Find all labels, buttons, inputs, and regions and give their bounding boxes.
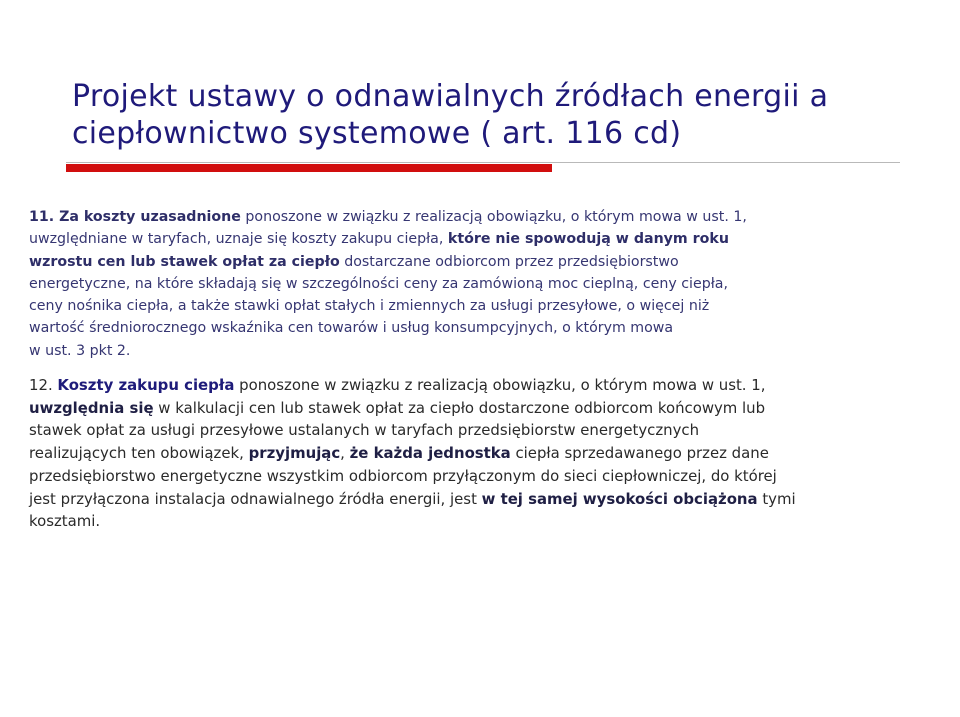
paragraph-12-text-4b: , (340, 444, 350, 463)
paragraph-12-text-2: w kalkulacji cen lub stawek opłat za ciepło dostarczone odbiorcom końcowym lub (153, 398, 766, 417)
paragraph-11-emphasis-3: wzrostu cen lub stawek opłat za ciepło (29, 253, 340, 270)
paragraph-11-line-2 (29, 228, 941, 250)
paragraph-12-line-7: kosztami. (29, 512, 101, 531)
paragraph-11-line-6: wartość średniorocznego wskaźnika cen towarów i usług konsumpcyjnych, o którym mowa (29, 320, 674, 337)
paragraph-12-line-6 (29, 488, 941, 511)
slide-title (72, 78, 932, 152)
paragraph-12-text-1: ponoszone w związku z realizacją obowiązku, o którym mowa w ust. 1, (234, 376, 766, 394)
paragraph-12-text-6b: tymi (757, 489, 796, 508)
paragraph-11-text-2: uwzględniane w taryfach, uznaje się koszty zakupu ciepła, (29, 231, 448, 248)
paragraph-12-text-4a: realizujących ten obowiązek, (29, 444, 249, 463)
paragraph-12 (29, 374, 941, 533)
paragraph-12-emphasis-1: Koszty zakupu ciepła (57, 376, 235, 394)
paragraph-11-line-5: ceny nośnika ciepła, a także stawki opłat stałych i zmiennych za usługi przesyłowe, o więcej niż (29, 298, 710, 315)
slide-title-line-2: ciepłownictwo systemowe ( art. 116 cd) (72, 116, 682, 151)
slide-title-line-1: Projekt ustawy o odnawialnych źródłach energii a (72, 79, 829, 114)
title-divider-line (66, 162, 900, 163)
paragraph-11-text-3: dostarczane odbiorcom przez przedsiębiorstwo (339, 253, 679, 270)
paragraph-12-line-5: przedsiębiorstwo energetyczne wszystkim odbiorcom przyłączonym do sieci ciepłowniczej, do której (29, 466, 777, 485)
paragraph-12-number: 12. (29, 376, 58, 394)
paragraph-11-text-1: ponoszone w związku z realizacją obowiązku, o którym mowa w ust. 1, (240, 209, 747, 225)
title-accent-bar (66, 164, 552, 172)
paragraph-11-line-1 (29, 206, 941, 228)
paragraph-12-emphasis-5: w tej samej wysokości obciążona (481, 489, 758, 508)
paragraph-12-emphasis-3: przyjmując (248, 444, 341, 463)
paragraph-12-emphasis-4: że każda jednostka (349, 444, 511, 463)
paragraph-12-emphasis-2: uwzględnia się (29, 398, 154, 417)
paragraph-11-line-3 (29, 251, 941, 273)
paragraph-12-line-2 (29, 397, 941, 420)
paragraph-11-line-7: w ust. 3 pkt 2. (29, 342, 131, 359)
paragraph-11-emphasis-2: które nie spowodują w danym roku (447, 231, 729, 248)
paragraph-12-text-6a: jest przyłączona instalacja odnawialnego źródła energii, jest (29, 489, 482, 508)
paragraph-12-line-4 (29, 442, 941, 465)
paragraph-11 (29, 206, 941, 362)
paragraph-12-line-3: stawek opłat za usługi przesyłowe ustalanych w taryfach przedsiębiorstw energetycznych (29, 421, 700, 440)
paragraph-12-line-1 (29, 374, 941, 397)
paragraph-11-emphasis-1: 11. Za koszty uzasadnione (29, 209, 241, 225)
paragraph-11-line-4: energetyczne, na które składają się w szczególności ceny za zamówioną moc cieplną, ceny ciepła, (29, 275, 728, 292)
paragraph-12-text-4c: ciepła sprzedawanego przez dane (510, 444, 769, 463)
